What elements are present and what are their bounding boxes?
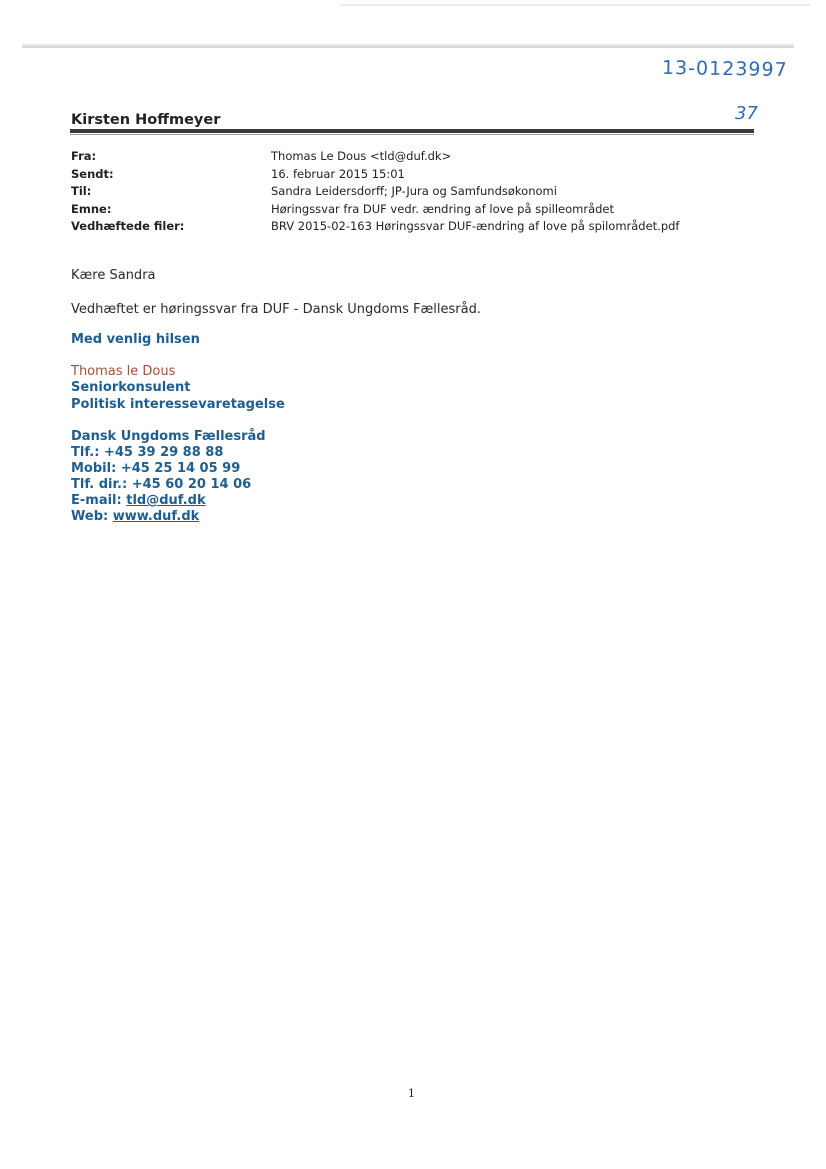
signature-direct-phone <box>71 477 251 492</box>
subject-row <box>71 202 771 220</box>
header-rule <box>70 129 754 133</box>
scan-top-bar <box>22 44 794 48</box>
web-link[interactable]: www.duf.dk <box>112 509 200 524</box>
subject-value: Høringssvar fra DUF vedr. ændring af love på spilleområdet <box>271 201 615 216</box>
email-label: E-mail: <box>71 493 127 508</box>
attachments-label: Vedhæftede filer: <box>71 219 185 233</box>
web-label: Web: <box>71 509 113 524</box>
scan-edge-line <box>340 4 810 6</box>
phone-value: +45 39 29 88 88 <box>103 445 224 460</box>
sent-value: 16. februar 2015 15:01 <box>271 166 405 181</box>
to-label: Til: <box>71 184 92 198</box>
closing: Med venlig hilsen <box>71 332 200 347</box>
signature-department: Politisk interessevaretagelse <box>71 397 285 412</box>
case-number-stamp: 13-0123997 <box>661 56 788 82</box>
sent-row <box>71 167 771 185</box>
mobile-value: +45 25 14 05 99 <box>120 461 241 476</box>
email-link[interactable]: tld@duf.dk <box>126 493 206 508</box>
signature-mobile <box>71 461 240 476</box>
direct-value: +45 60 20 14 06 <box>131 477 252 492</box>
page-number: 1 <box>408 1087 415 1100</box>
header-rule-thin <box>70 134 754 135</box>
sent-label: Sendt: <box>71 166 114 181</box>
phone-label: Tlf.: <box>71 445 104 460</box>
from-value: Thomas Le Dous <tld@duf.dk> <box>271 149 452 163</box>
page-mark-stamp: 37 <box>735 103 758 124</box>
message-text: Vedhæftet er høringssvar fra DUF - Dansk Ungdoms Fællesråd. <box>71 302 481 317</box>
attachments-row <box>71 219 771 237</box>
email-header-fields <box>71 149 771 237</box>
signature-phone <box>71 445 223 460</box>
subject-label: Emne: <box>71 201 112 216</box>
to-value: Sandra Leidersdorff; JP-Jura og Samfundsøkonomi <box>271 184 557 198</box>
mobile-label: Mobil: <box>71 461 121 476</box>
signature-web <box>71 509 199 524</box>
direct-label: Tlf. dir.: <box>71 477 132 492</box>
mailbox-owner-name: Kirsten Hoffmeyer <box>71 112 221 128</box>
greeting: Kære Sandra <box>71 268 156 283</box>
signature-email <box>71 493 206 508</box>
attachments-value: BRV 2015-02-163 Høringssvar DUF-ændring af love på spilområdet.pdf <box>271 219 680 233</box>
signature-organization: Dansk Ungdoms Fællesråd <box>71 429 266 444</box>
signature-title: Seniorkonsulent <box>71 380 191 395</box>
from-label: Fra: <box>71 149 97 163</box>
from-row <box>71 149 771 167</box>
to-row <box>71 184 771 202</box>
signature-name: Thomas le Dous <box>71 364 176 379</box>
